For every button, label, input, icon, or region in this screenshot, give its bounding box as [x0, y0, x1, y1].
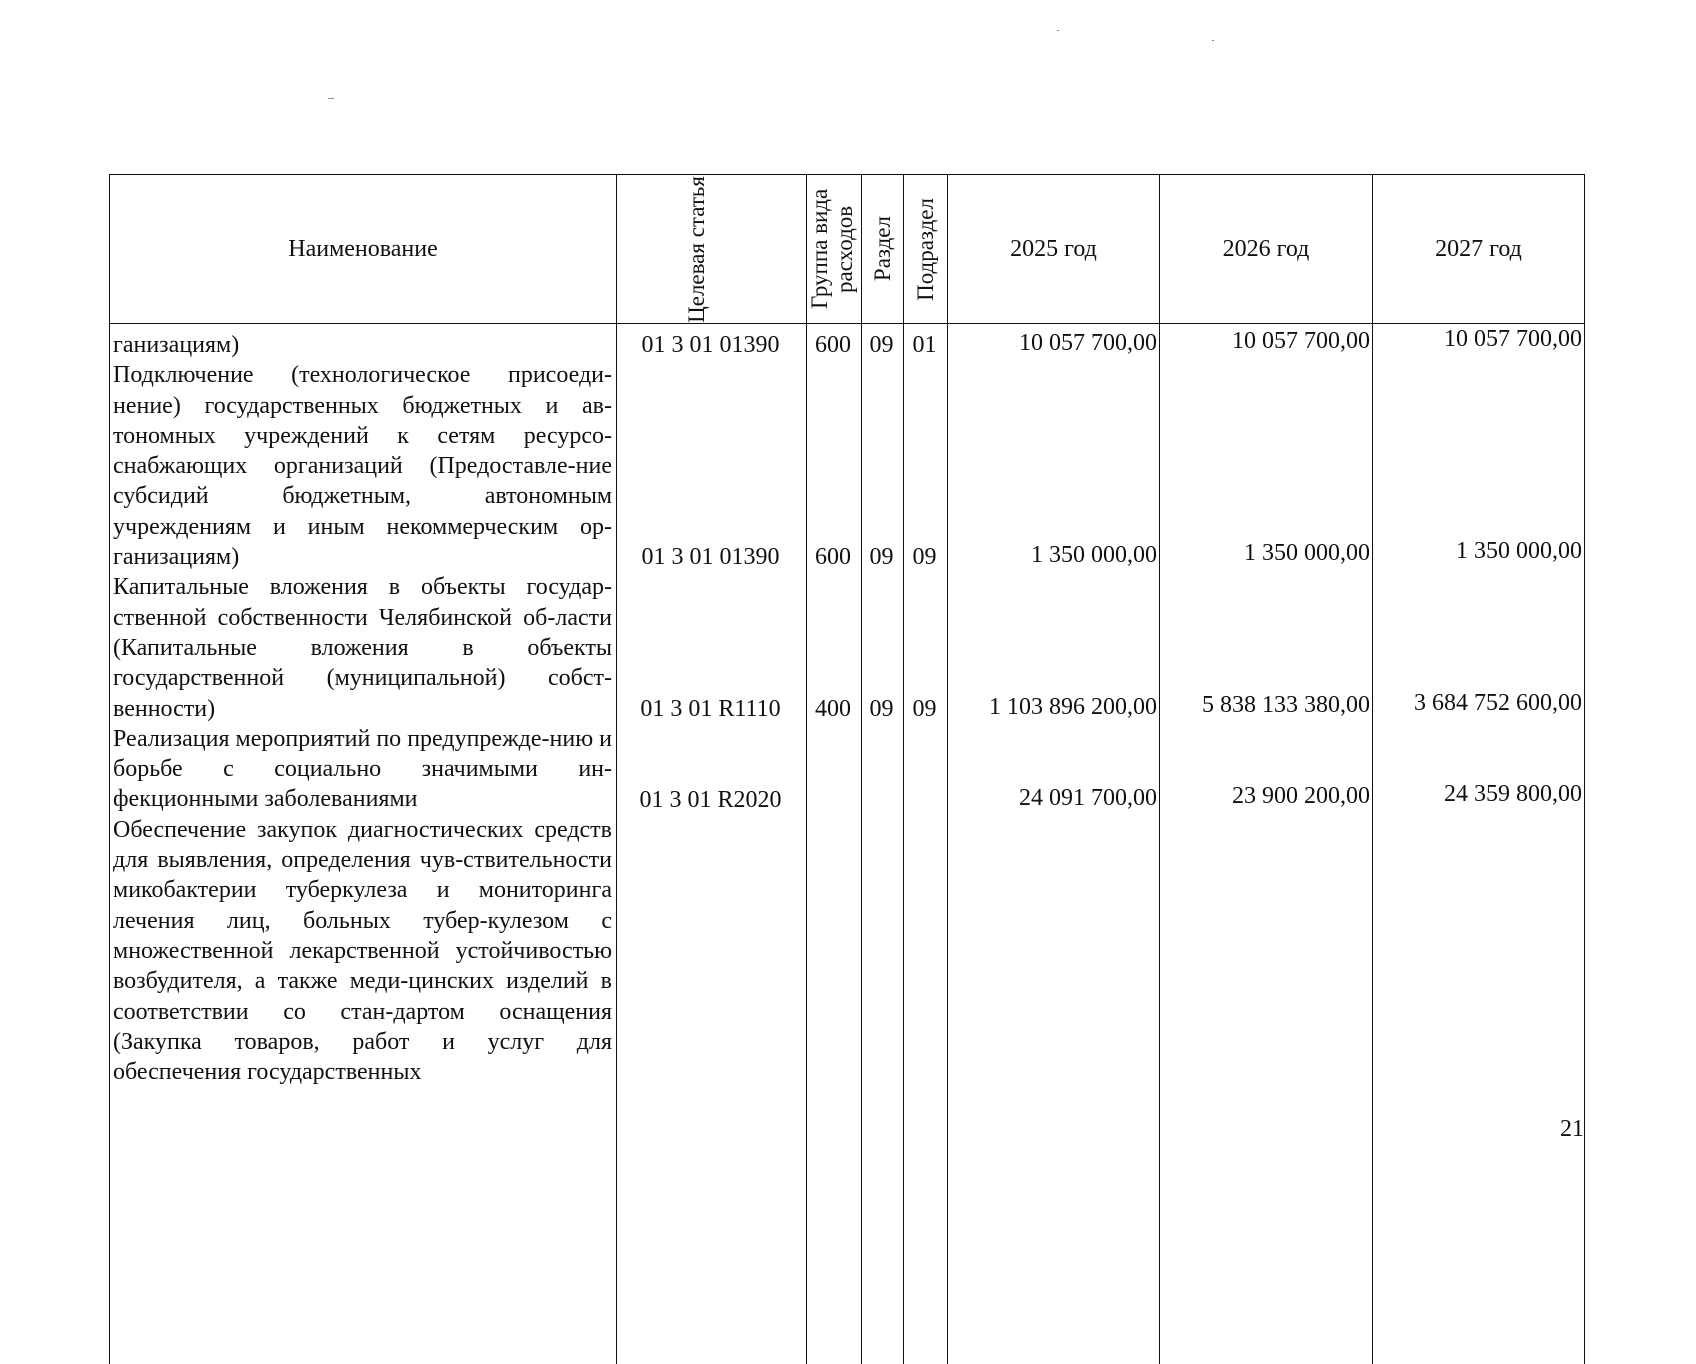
row-2025-3: 1 103 896 200,00: [989, 692, 1157, 722]
row-2026-1: 10 057 700,00: [1232, 326, 1370, 356]
code-column: [617, 324, 807, 1364]
year-2025-column: [948, 324, 1160, 1364]
row-2027-4: 24 359 800,00: [1444, 779, 1582, 809]
header-target-article: Целевая статья: [617, 175, 807, 324]
row-name-3: Капитальные вложения в объекты государ-ственной собственности Челябинской об-ласти (Капитальные вложения в объекты государственной (муниципальной) собст-венности): [113, 572, 612, 723]
row-code-2: 01 3 01 01390: [617, 542, 804, 572]
header-name: Наименование: [110, 175, 617, 324]
row-2025-1: 10 057 700,00: [1019, 328, 1157, 358]
row-section-2: 09: [862, 542, 901, 572]
group-column: [807, 324, 862, 1364]
table-body-row: [110, 324, 1585, 1364]
header-year-2026: 2026 год: [1160, 175, 1373, 324]
header-row: [110, 175, 1585, 324]
row-2026-3: 5 838 133 380,00: [1202, 690, 1370, 720]
row-name-5: Обеспечение закупок диагностических средств для выявления, определения чув-ствительности микобактерии туберкулеза и мониторинга лечения лиц, больных тубер-кулезом с множественной лекарственной устойчивостью возбудителя, а также меди-цинских изделий в соответствии со стан-дартом оснащения (Закупка товаров, работ и услуг для обеспечения государственных: [113, 815, 612, 1088]
row-2025-4: 24 091 700,00: [1019, 783, 1157, 813]
year-2026-column: [1160, 324, 1373, 1364]
row-2027-2: 1 350 000,00: [1456, 536, 1582, 566]
row-subsection-2: 09: [904, 542, 945, 572]
row-group-1: 600: [807, 330, 859, 360]
header-year-2025: 2025 год: [948, 175, 1160, 324]
page-number: 21: [1560, 1116, 1584, 1143]
row-2026-4: 23 900 200,00: [1232, 781, 1370, 811]
row-section-3: 09: [862, 694, 901, 724]
row-name-4: Реализация мероприятий по предупрежде-нию и борьбе с социально значимыми ин-фекционными заболеваниями: [113, 724, 612, 815]
row-name-1: ганизациям): [113, 330, 612, 360]
header-subsection: Подраздел: [904, 175, 948, 324]
section-column: [862, 324, 904, 1364]
row-subsection-1: 01: [904, 330, 945, 360]
row-2025-2: 1 350 000,00: [1031, 540, 1157, 570]
header-expense-group: Группа вида расходов: [807, 175, 862, 324]
row-2027-1: 10 057 700,00: [1444, 324, 1582, 354]
subsection-column: [904, 324, 948, 1364]
header-section: Раздел: [862, 175, 904, 324]
row-code-4: 01 3 01 R2020: [617, 785, 804, 815]
row-group-2: 600: [807, 542, 859, 572]
row-section-1: 09: [862, 330, 901, 360]
header-year-2027: 2027 год: [1373, 175, 1585, 324]
name-column: [110, 324, 617, 1364]
year-2027-column: [1373, 324, 1585, 1364]
row-code-3: 01 3 01 R1110: [617, 694, 804, 724]
row-2026-2: 1 350 000,00: [1244, 538, 1370, 568]
row-subsection-3: 09: [904, 694, 945, 724]
row-2027-3: 3 684 752 600,00: [1414, 688, 1582, 718]
row-name-2: Подключение (технологическое присоеди-нение) государственных бюджетных и ав-тономных учреждений к сетям ресурсо-снабжающих организаций (Предоставле-ние субсидий бюджетным, автономным учреждениям и иным некоммерческим ор-ганизациям): [113, 360, 612, 572]
row-group-3: 400: [807, 694, 859, 724]
row-code-1: 01 3 01 01390: [617, 330, 804, 360]
budget-table: [109, 174, 1585, 1364]
